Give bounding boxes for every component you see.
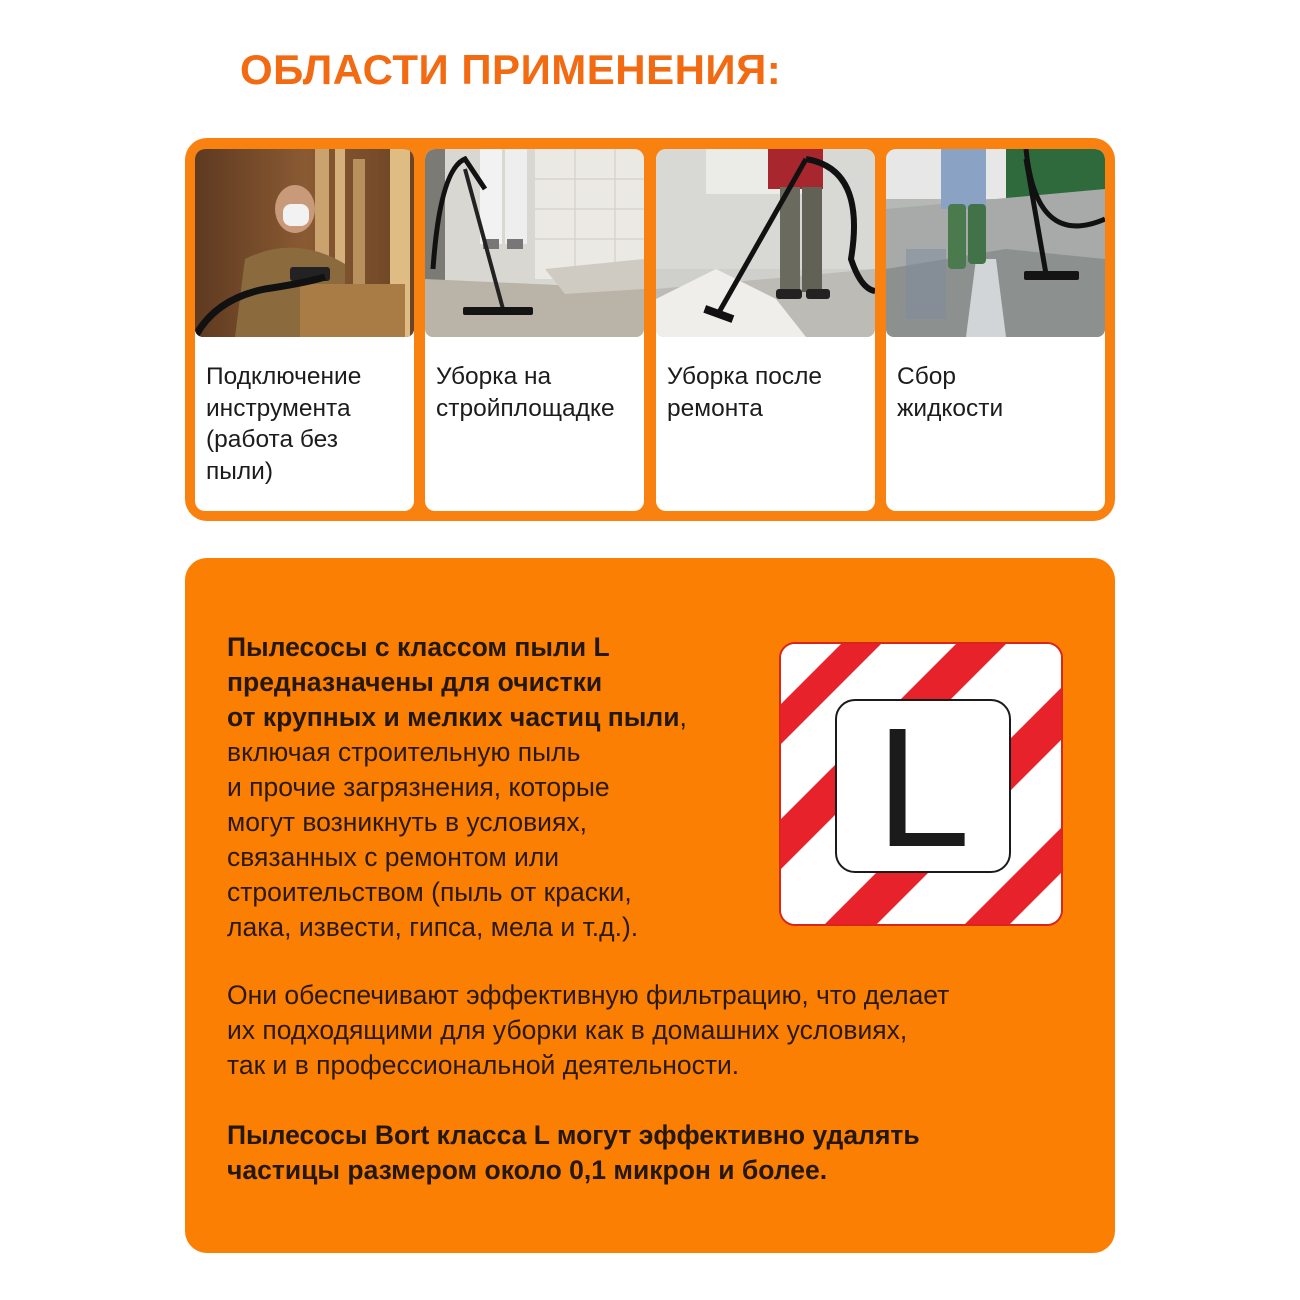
application-label: Уборка после ремонта xyxy=(667,363,823,422)
dust-class-info-panel xyxy=(185,558,1115,1253)
dust-class-l-icon xyxy=(779,642,1063,926)
application-label: Сбор жидкости xyxy=(897,363,1004,422)
photo-construction-vacuuming xyxy=(425,149,644,337)
photo-water-vacuuming xyxy=(886,149,1105,337)
photo-worker-sanding xyxy=(195,149,414,337)
filtration-paragraph: Они обеспечивают эффективную фильтрацию, что делает их подходящими для уборки как в домашних условиях, так и в профессиональной деятельности. xyxy=(227,980,950,1080)
dust-class-description: Пылесосы с классом пыли L предназначены для очистки от крупных и мелких частиц пыли, включая строительную пыль и прочие загрязнения, которые могут возникнуть в условиях, связанных с ремонтом или строительством (пыль от краски, лака, извести, гипса, мела и т.д.). xyxy=(227,632,687,942)
page-title: ОБЛАСТИ ПРИМЕНЕНИЯ: xyxy=(240,46,782,93)
application-label: Уборка на стройплощадке xyxy=(436,363,615,422)
application-card-tool-connection xyxy=(195,149,414,511)
applications-frame xyxy=(185,138,1115,521)
photo-renovation-vacuuming xyxy=(656,149,875,337)
dust-class-letter-box xyxy=(835,693,1011,883)
particle-size-paragraph: Пылесосы Bort класса L могут эффективно удалять частицы размером около 0,1 микрон и более. xyxy=(227,1120,920,1185)
application-label: Подключение инструмента (работа без пыли) xyxy=(206,363,362,485)
application-card-after-renovation xyxy=(656,149,875,511)
application-card-liquid-collection xyxy=(886,149,1105,511)
dust-class-letter: L xyxy=(875,693,971,883)
application-card-construction-site xyxy=(425,149,644,511)
